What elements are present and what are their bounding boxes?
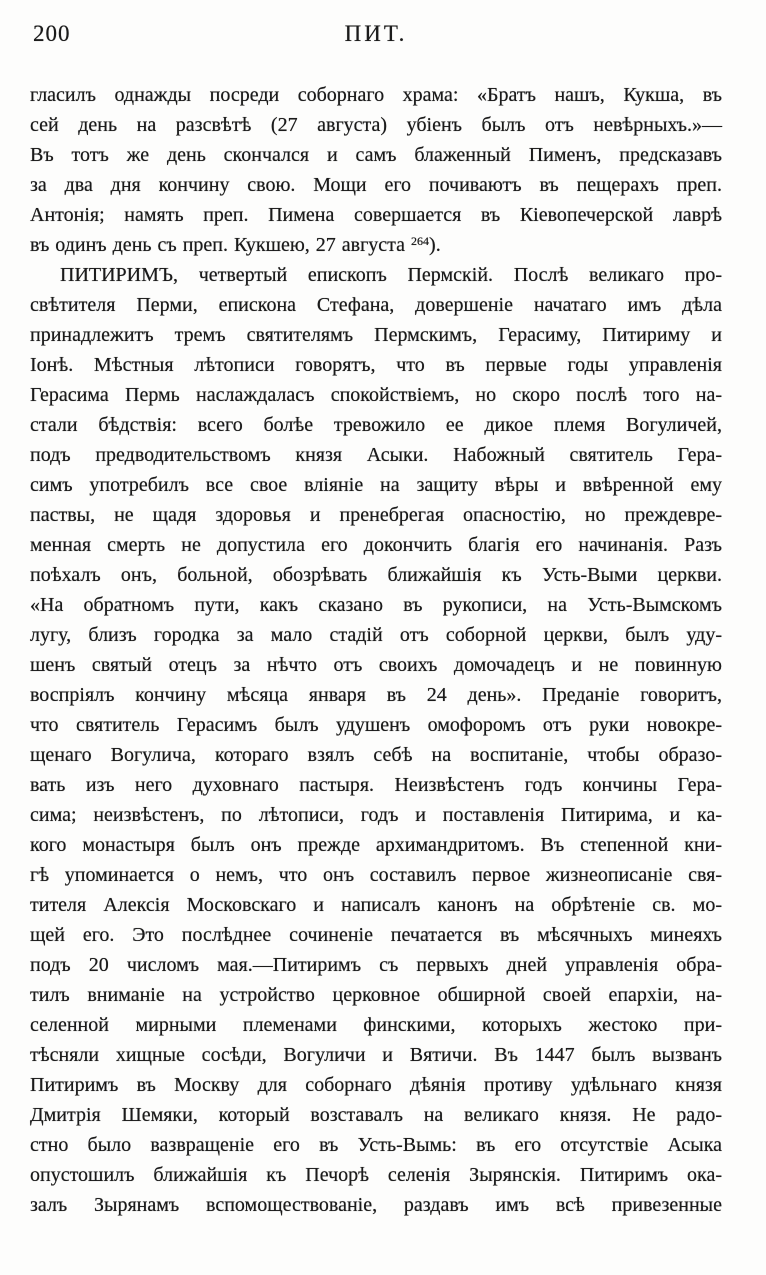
text-line: Герасима Пермь наслаждаласъ спокойствіемъ, но скоро послѣ того на- (30, 384, 722, 406)
text-line: тѣсняли хищные сосѣди, Вогуличи и Вятичи. Въ 1447 былъ вызванъ (30, 1044, 722, 1066)
text-line: селенной мирными племенами финскими, которыхъ жестоко при- (30, 1014, 722, 1036)
text-line: что святитель Герасимъ былъ удушенъ омофоромъ отъ руки новокре- (30, 714, 722, 736)
text-line: воспріялъ кончину мѣсяца января въ 24 день». Преданіе говоритъ, (30, 684, 722, 706)
text-line: за два дня кончину свою. Мощи его почиваютъ въ пещерахъ преп. (30, 174, 722, 196)
paragraph (30, 80, 722, 260)
text-line: свѣтителя Перми, епискона Стефана, довершеніе начатаго имъ дѣла (30, 294, 722, 316)
text-line: принадлежитъ тремъ святителямъ Пермскимъ, Герасиму, Питириму и (30, 324, 722, 346)
text-line: кого монастыря былъ онъ прежде архимандритомъ. Въ степенной кни- (30, 834, 722, 856)
text-line: паствы, не щадя здоровья и пренебрегая опасностію, но преждевре- (30, 504, 722, 526)
text-line: въ одинъ день съ преп. Кукшею, 27 августа $^{264}$). (30, 234, 441, 256)
text-line: Питиримъ въ Москву для соборнаго дѣянія противу удѣльнаго князя (30, 1074, 722, 1096)
text-line: лугу, близъ городка за мало стадій отъ соборной церкви, былъ уду- (30, 624, 722, 646)
text-line: подъ 20 числомъ мая.—Питиримъ съ первыхъ дней управленія обра- (30, 954, 722, 976)
text-line: сима; неизвѣстенъ, по лѣтописи, годъ и поставленія Питирима, и ка- (30, 804, 722, 826)
text-line: Іонѣ. Мѣстныя лѣтописи говорятъ, что въ первые годы управленія (30, 354, 722, 376)
text-line: тителя Алексія Московскаго и написалъ канонъ на обрѣтеніе св. мо- (30, 894, 722, 916)
page-number: 200 (33, 21, 71, 46)
text-line: гласилъ однажды посреди соборнаго храма: «Братъ нашъ, Кукша, въ (30, 84, 722, 106)
text-line: вать изъ него духовнаго пастыря. Неизвѣстенъ годъ кончины Гера- (30, 774, 722, 796)
text-line: стали бѣдствія: всего болѣе тревожило ее дикое племя Вогуличей, (30, 414, 722, 436)
text-line: ПИТИРИМЪ, четвертый епископъ Пермскій. Послѣ великаго про- (60, 264, 722, 286)
text-line: гѣ упоминается о немъ, что онъ составилъ первое жизнеописаніе свя- (30, 864, 722, 886)
text-line: Въ тотъ же день скончался и самъ блаженный Пименъ, предсказавъ (30, 144, 722, 166)
text-line: Дмитрія Шемяки, который возставалъ на великаго князя. Не радо- (30, 1104, 722, 1126)
running-head (30, 20, 722, 50)
text-line: щенаго Вогулича, котораго взялъ себѣ на воспитаніе, чтобы образо- (30, 744, 722, 766)
text-line: менная смерть не допустила его докончить благія его начинанія. Разъ (30, 534, 722, 556)
text-line: щей его. Это послѣднее сочиненіе печатается въ мѣсячныхъ минеяхъ (30, 924, 722, 946)
text-line: «На обратномъ пути, какъ сказано въ рукописи, на Усть-Вымскомъ (30, 594, 722, 616)
text-line: залъ Зырянамъ вспомоществованіе, раздавъ имъ всѣ привезенные (30, 1194, 722, 1216)
text-line: опустошилъ ближайшія къ Печорѣ селенія Зырянскія. Питиримъ ока- (30, 1164, 722, 1186)
text-line: Антонія; намять преп. Пимена совершается въ Кіевопечерской лаврѣ (30, 204, 722, 226)
text-line: подъ предводительствомъ князя Асыки. Набожный святитель Гера- (30, 444, 722, 466)
text-line: поѣхалъ онъ, больной, обозрѣвать ближайшія къ Усть-Выми церкви. (30, 564, 722, 586)
text-line: стно было вазвращеніе его въ Усть-Вымь: въ его отсутствіе Асыка (30, 1134, 722, 1156)
paragraph (30, 260, 722, 1220)
text-line: шенъ святый отецъ за нѣчто отъ своихъ домочадецъ и не повинную (30, 654, 722, 676)
body-text (30, 80, 722, 1220)
text-line: тилъ вниманіе на устройство церковное обширной своей епархіи, на- (30, 984, 722, 1006)
running-title: ПИТ. (344, 21, 408, 46)
text-line: сей день на разсвѣтѣ (27 августа) убіенъ былъ отъ невѣрныхъ.»— (30, 114, 722, 136)
text-line: симъ употребилъ все свое вліяніе на защиту вѣры и ввѣренной ему (30, 474, 722, 496)
footnote-reference: 264 (411, 234, 430, 248)
